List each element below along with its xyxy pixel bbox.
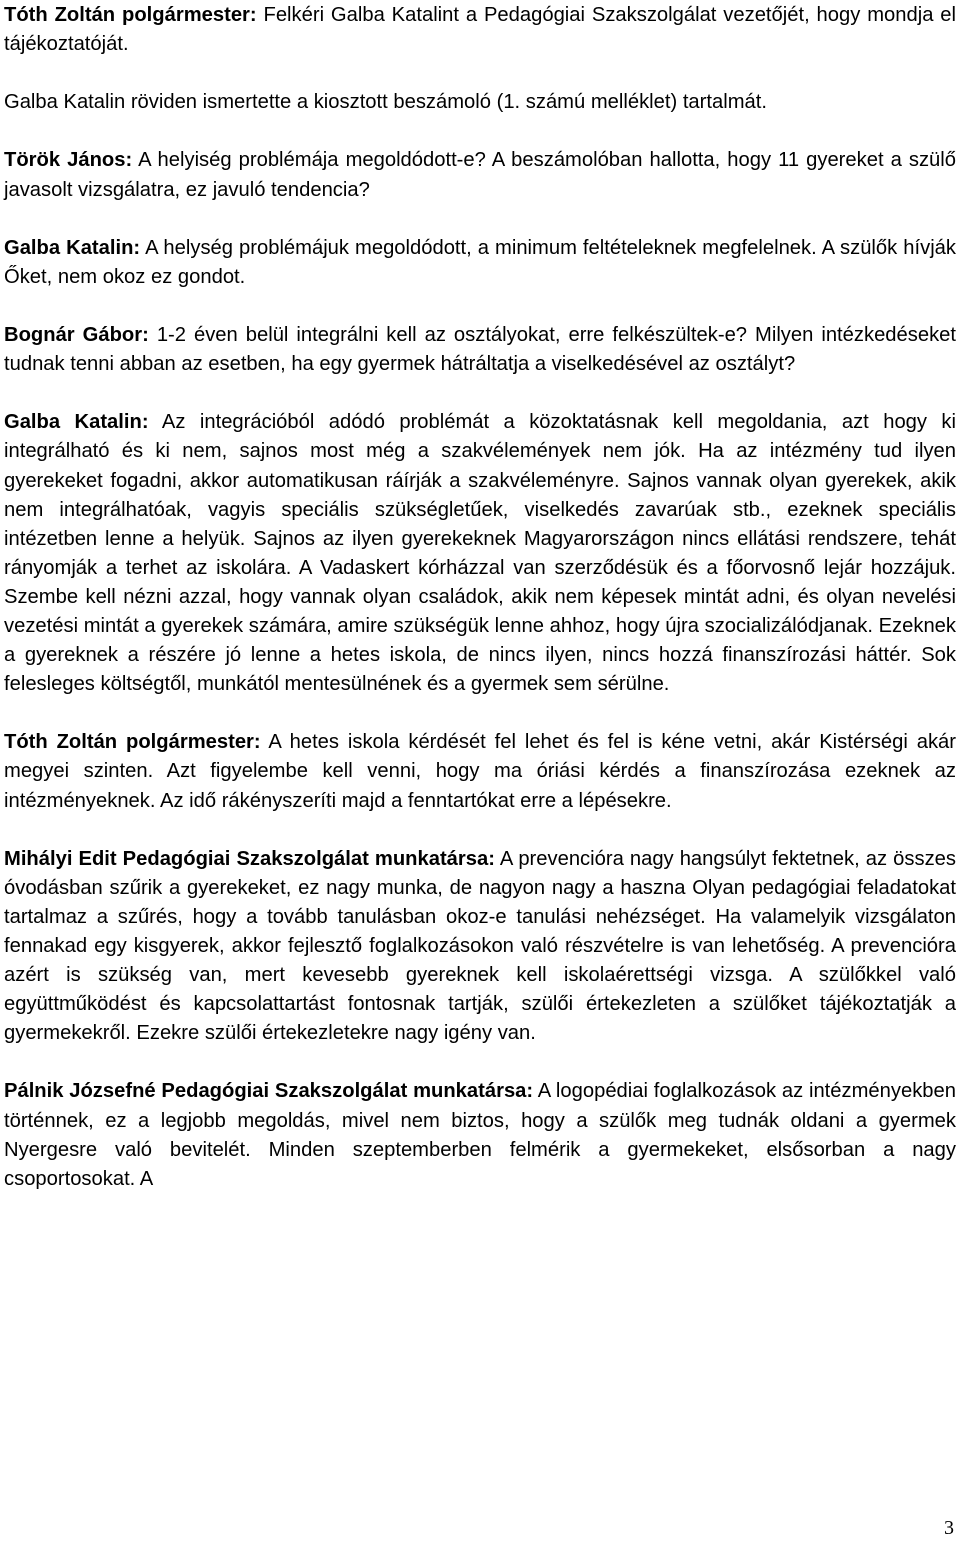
paragraph-text: Az integrációból adódó problémát a közoktatásnak kell megoldania, azt hogy ki integrálható és ki nem, sajnos most még a szakvélemények nem jók. Ha az intézmény tud ilyen gyerekeket fogadni, akkor automatikusan ráírják a szakvéleményre. Sajnos vannak olyan gyerekek, akik nem integrálhatóak, vagyis speciális szükségletűek, viselkedés zavarúak stb., ezeknek speciális intézetben lenne a helyük. Sajnos az ilyen gyerekeknek Magyarországon nincs ellátási rendszere, tehát rányomják a terhet az iskolára. A Vadaskert kórházzal van szerződésük és a főorvosnő lejár hozzájuk. Szembe kell nézni azzal, hogy vannak olyan családok, akik nem képesek mintát adni, és olyan nevelési vezetési mintát a gyerekek számára, amire szükségük lenne ahhoz, hogy újra szocializálódjanak. Ezeknek a gyereknek a részére jó lenne a hetes iskola, de nincs ilyen, nincs hozzá finanszírozási háttér. Sok felesleges költségtől, munkától mentesülnének és a gyermek sem sérülne. bbox=[4, 411, 957, 696]
paragraph-8 bbox=[4, 845, 956, 1049]
speaker-name: Mihályi Edit Pedagógiai Szakszolgálat munkatársa: bbox=[4, 847, 495, 870]
speaker-name: Tóth Zoltán polgármester: bbox=[4, 731, 261, 754]
paragraph-text: Felkéri Galba Katalint a Pedagógiai Szakszolgálat vezetőjét, hogy mondja el tájékoztatóját. bbox=[4, 4, 956, 56]
speaker-name: Galba Katalin: bbox=[4, 236, 141, 259]
paragraph-3 bbox=[4, 146, 956, 204]
paragraph-text: A logopédiai foglalkozások az intézményekben történnek, ez a legjobb megoldás, mivel nem biztos, hogy a szülők meg tudnák oldani a gyermek Nyergesre való bevitelét. Minden szeptemberben felmérik a gyermekeket, elsősorban a nagy csoportosokat. A bbox=[4, 1080, 956, 1190]
speaker-name: Török János: bbox=[4, 149, 133, 172]
paragraph-7 bbox=[4, 728, 956, 815]
paragraph-text: Galba Katalin röviden ismertette a kiosztott beszámoló (1. számú melléklet) tartalmát. bbox=[4, 91, 767, 114]
document-page bbox=[4, 0, 956, 1223]
paragraph-text: A prevencióra nagy hangsúlyt fektetnek, az összes óvodásban szűrik a gyerekeket, ez nagy munka, de nagyon nagy a haszna Olyan pedagógiai feladatokat tartalmaz a szűrés, hogy a tovább tanulásban okoz-e tanulási nehézséget. Ha valamelyik vizsgálaton fennakad egy kisgyerek, akkor fejlesztő foglalkozásokon való részvételre is van lehetőség. A prevencióra azért is szükség van, mert kevesebb gyereknek kell iskolaérettségi vizsga. A szülőkkel való együttműködést és kapcsolattartást fontosnak tartják, szülői értekezleten a szülőket tájékoztatják a gyermekekről. Ezekre szülői értekezletekre nagy igény van. bbox=[4, 847, 956, 1045]
paragraph-2 bbox=[4, 88, 956, 117]
speaker-name: Tóth Zoltán polgármester: bbox=[4, 4, 257, 26]
paragraph-5 bbox=[4, 321, 956, 379]
speaker-name: Bognár Gábor: bbox=[4, 324, 149, 347]
speaker-name: Pálnik Józsefné Pedagógiai Szakszolgálat munkatársa: bbox=[4, 1080, 534, 1103]
paragraph-text: A hetes iskola kérdését fel lehet és fel is kéne vetni, akár Kistérségi akár megyei szinten. Azt figyelembe kell venni, hogy ma óriási kérdés a finanszírozása ezeknek az intézményeknek. Az idő rákényszeríti majd a fenntartókat erre a lépésekre. bbox=[4, 731, 956, 812]
paragraph-text: A helyiség problémája megoldódott-e? A beszámolóban hallotta, hogy 11 gyereket a szülő javasolt vizsgálatra, ez javuló tendencia? bbox=[4, 149, 956, 201]
speaker-name: Galba Katalin: bbox=[4, 411, 149, 434]
paragraph-text: 1-2 éven belül integrálni kell az osztályokat, erre felkészültek-e? Milyen intézkedéseket tudnak tenni abban az esetben, ha egy gyermek hátráltatja a viselkedésével az osztályt? bbox=[4, 324, 957, 376]
page-number: 3 bbox=[944, 1517, 954, 1539]
paragraph-text: A helység problémájuk megoldódott, a minimum feltételeknek megfelelnek. A szülők hívják Őket, nem okoz ez gondot. bbox=[4, 236, 956, 288]
paragraph-4 bbox=[4, 234, 956, 292]
paragraph-1 bbox=[4, 1, 956, 59]
paragraph-9 bbox=[4, 1077, 956, 1193]
paragraph-6 bbox=[4, 408, 956, 699]
